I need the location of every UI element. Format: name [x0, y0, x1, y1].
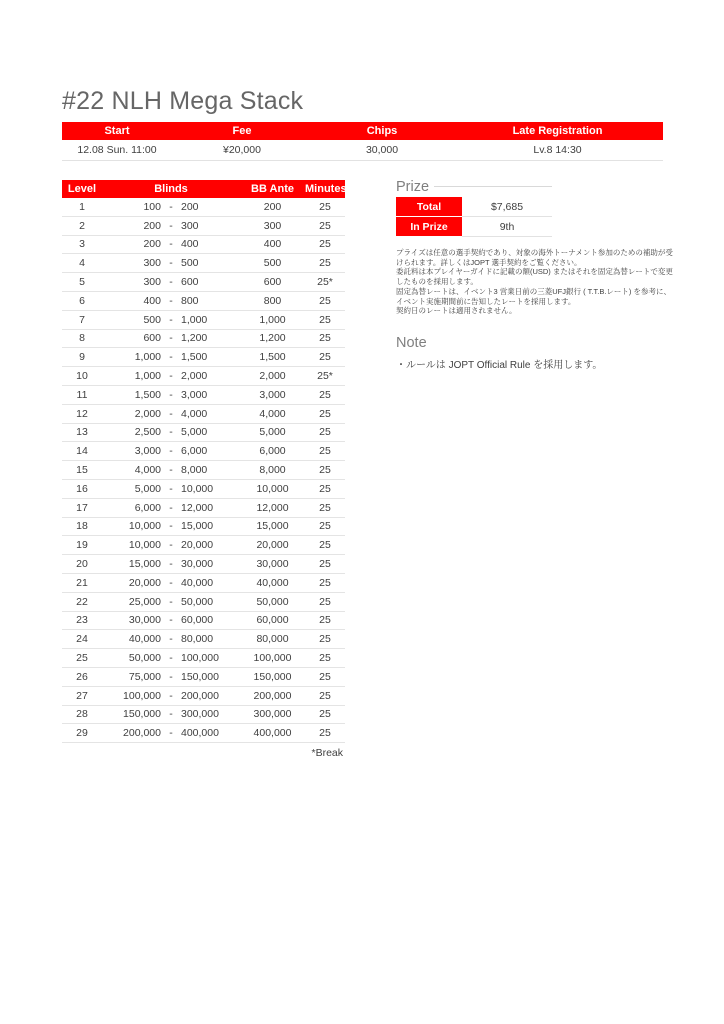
- info-table-value-row: [62, 140, 663, 161]
- blinds-cell: [102, 295, 240, 307]
- table-row: [62, 198, 345, 217]
- big-blind-value: 50,000: [181, 595, 214, 608]
- prize-table: [396, 197, 552, 237]
- info-value-chips: 30,000: [365, 144, 399, 156]
- bb-ante-cell: 12,000: [256, 501, 289, 514]
- tournament-info-table: [62, 122, 663, 161]
- blinds-dash: -: [169, 351, 173, 364]
- blinds-dash: -: [169, 407, 173, 420]
- level-cell: 28: [76, 708, 88, 721]
- blinds-dash: -: [169, 332, 173, 345]
- big-blind-value: 100,000: [181, 652, 219, 665]
- blinds-dash: -: [169, 313, 173, 326]
- prize-heading-rule: [434, 186, 552, 187]
- blinds-cell: [102, 464, 240, 476]
- bb-ante-cell: 150,000: [253, 670, 292, 683]
- small-blind-value: 75,000: [128, 670, 161, 683]
- level-cell: 11: [76, 388, 88, 401]
- blinds-cell: [102, 652, 240, 664]
- minutes-cell: 25: [319, 727, 331, 740]
- small-blind-value: 25,000: [128, 595, 161, 608]
- table-row: [62, 706, 345, 725]
- blinds-dash: -: [169, 689, 173, 702]
- level-cell: 27: [76, 689, 88, 702]
- table-row: [62, 254, 345, 273]
- small-blind-value: 300: [143, 276, 161, 289]
- level-cell: 5: [79, 276, 85, 289]
- blinds-dash: -: [169, 464, 173, 477]
- bb-ante-cell: 3,000: [259, 388, 286, 401]
- table-row: [62, 480, 345, 499]
- blinds-cell: [102, 614, 240, 626]
- blinds-dash: -: [169, 426, 173, 439]
- minutes-cell: 25: [319, 501, 331, 514]
- table-row: [62, 330, 345, 349]
- level-cell: 3: [79, 238, 85, 251]
- level-cell: 26: [76, 670, 88, 683]
- level-cell: 22: [76, 595, 88, 608]
- small-blind-value: 30,000: [128, 614, 161, 627]
- big-blind-value: 60,000: [181, 614, 214, 627]
- minutes-cell: 25: [319, 558, 331, 571]
- break-footnote: *Break: [311, 747, 343, 760]
- table-row: [62, 424, 345, 443]
- minutes-cell: 25: [319, 520, 331, 533]
- blinds-dash: -: [169, 614, 173, 627]
- prize-in-prize-label: In Prize: [396, 217, 462, 237]
- table-row: [62, 630, 345, 649]
- bb-ante-cell: 8,000: [259, 464, 286, 477]
- blinds-cell: [102, 257, 240, 269]
- info-header-start: Start: [104, 125, 130, 137]
- structure-header-minutes: Minutes: [305, 183, 347, 195]
- big-blind-value: 15,000: [181, 520, 214, 533]
- blinds-cell: [102, 408, 240, 420]
- level-cell: 20: [76, 558, 88, 571]
- table-row: [62, 348, 345, 367]
- big-blind-value: 80,000: [181, 633, 214, 646]
- small-blind-value: 20,000: [128, 576, 161, 589]
- bb-ante-cell: 300,000: [253, 708, 292, 721]
- big-blind-value: 500: [181, 257, 199, 270]
- minutes-cell: 25: [319, 445, 331, 458]
- table-row: [62, 367, 345, 386]
- minutes-cell: 25: [319, 633, 331, 646]
- table-row: [62, 536, 345, 555]
- level-cell: 6: [79, 294, 85, 307]
- jp-note-paragraph: 契約日のレートは適用されません。: [396, 306, 517, 316]
- info-header-fee: Fee: [232, 125, 252, 137]
- table-row: [62, 292, 345, 311]
- small-blind-value: 200,000: [123, 727, 161, 740]
- blinds-cell: [102, 727, 240, 739]
- blinds-cell: [102, 351, 240, 363]
- structure-header-level: Level: [67, 183, 97, 195]
- bb-ante-cell: 6,000: [259, 445, 286, 458]
- bb-ante-cell: 300: [263, 219, 282, 232]
- info-value-late-registration: Lv.8 14:30: [533, 144, 582, 156]
- minutes-cell: 25: [319, 219, 331, 232]
- big-blind-value: 1,200: [181, 332, 208, 345]
- blinds-dash: -: [169, 595, 173, 608]
- small-blind-value: 3,000: [134, 445, 161, 458]
- table-row: [62, 442, 345, 461]
- bb-ante-cell: 50,000: [256, 595, 289, 608]
- level-cell: 21: [76, 576, 88, 589]
- level-cell: 16: [76, 482, 88, 495]
- blinds-cell: [102, 483, 240, 495]
- blinds-cell: [102, 577, 240, 589]
- blinds-dash: -: [169, 294, 173, 307]
- table-row: [62, 649, 345, 668]
- small-blind-value: 1,500: [134, 388, 161, 401]
- big-blind-value: 40,000: [181, 576, 214, 589]
- small-blind-value: 5,000: [134, 482, 161, 495]
- big-blind-value: 3,000: [181, 388, 208, 401]
- blinds-cell: [102, 332, 240, 344]
- minutes-cell: 25: [319, 426, 331, 439]
- minutes-cell: 25: [319, 407, 331, 420]
- minutes-cell: 25: [319, 294, 331, 307]
- small-blind-value: 400: [143, 294, 161, 307]
- level-cell: 18: [76, 520, 88, 533]
- page-title: #22 NLH Mega Stack: [62, 87, 304, 115]
- minutes-cell: 25: [319, 200, 331, 213]
- table-row: [62, 555, 345, 574]
- blinds-cell: [102, 238, 240, 250]
- info-table-header-row: [62, 122, 663, 140]
- blinds-dash: -: [169, 501, 173, 514]
- table-row: [62, 405, 345, 424]
- level-cell: 17: [76, 501, 88, 514]
- level-cell: 29: [76, 727, 88, 740]
- minutes-cell: 25: [319, 464, 331, 477]
- big-blind-value: 300: [181, 219, 199, 232]
- blinds-cell: [102, 558, 240, 570]
- bb-ante-cell: 600: [263, 276, 282, 289]
- big-blind-value: 800: [181, 294, 199, 307]
- small-blind-value: 600: [143, 332, 161, 345]
- level-cell: 2: [79, 219, 85, 232]
- big-blind-value: 400: [181, 238, 199, 251]
- blinds-dash: -: [169, 445, 173, 458]
- blinds-dash: -: [169, 633, 173, 646]
- jp-note-paragraph: プライズは任意の選手契約であり、対象の海外トーナメント参加のための補助が受けられます。詳しくはJOPT 選手契約をご覧ください。: [396, 248, 673, 267]
- blinds-cell: [102, 389, 240, 401]
- table-row: [62, 612, 345, 631]
- prize-heading-row: [396, 179, 552, 195]
- bb-ante-cell: 30,000: [256, 558, 289, 571]
- big-blind-value: 300,000: [181, 708, 219, 721]
- blinds-cell: [102, 276, 240, 288]
- level-cell: 1: [79, 200, 85, 213]
- bb-ante-cell: 5,000: [259, 426, 286, 439]
- level-cell: 8: [79, 332, 85, 345]
- bb-ante-cell: 1,500: [259, 351, 286, 364]
- small-blind-value: 40,000: [128, 633, 161, 646]
- prize-heading: Prize: [396, 179, 430, 195]
- blinds-cell: [102, 708, 240, 720]
- big-blind-value: 5,000: [181, 426, 208, 439]
- small-blind-value: 2,500: [134, 426, 161, 439]
- level-cell: 23: [76, 614, 88, 627]
- blinds-cell: [102, 220, 240, 232]
- minutes-cell: 25: [319, 576, 331, 589]
- level-cell: 13: [76, 426, 88, 439]
- jp-note-paragraph: 固定為替レートは、イベント3 営業日前の三菱UFJ銀行 ( T.T.B.レート) を参考に、イベント実施期間前に告知したレートを採用します。: [396, 286, 672, 306]
- table-row: [62, 724, 345, 743]
- blinds-dash: -: [169, 727, 173, 740]
- small-blind-value: 50,000: [128, 652, 161, 665]
- bb-ante-cell: 80,000: [256, 633, 289, 646]
- minutes-cell: 25: [319, 238, 331, 251]
- bb-ante-cell: 20,000: [256, 539, 289, 552]
- minutes-cell: 25: [319, 670, 331, 683]
- blinds-cell: [102, 370, 240, 382]
- level-cell: 25: [76, 652, 88, 665]
- minutes-cell: 25: [319, 351, 331, 364]
- info-value-fee: ¥20,000: [223, 144, 261, 156]
- bb-ante-cell: 800: [263, 294, 282, 307]
- blinds-dash: -: [169, 558, 173, 571]
- level-cell: 19: [76, 539, 88, 552]
- minutes-cell: 25: [319, 257, 331, 270]
- blinds-dash: -: [169, 257, 173, 270]
- table-row: [62, 386, 345, 405]
- prize-row-in-prize: [396, 217, 552, 237]
- info-header-late-registration: Late Registration: [512, 125, 603, 137]
- structure-table-body: [62, 198, 345, 743]
- blinds-cell: [102, 671, 240, 683]
- table-row: [62, 518, 345, 537]
- minutes-cell: 25: [319, 708, 331, 721]
- big-blind-value: 600: [181, 276, 199, 289]
- level-cell: 7: [79, 313, 85, 326]
- blinds-dash: -: [169, 539, 173, 552]
- small-blind-value: 500: [143, 313, 161, 326]
- info-header-chips: Chips: [366, 125, 398, 137]
- blinds-dash: -: [169, 200, 173, 213]
- big-blind-value: 1,500: [181, 351, 208, 364]
- bb-ante-cell: 4,000: [259, 407, 286, 420]
- blinds-dash: -: [169, 388, 173, 401]
- big-blind-value: 20,000: [181, 539, 214, 552]
- minutes-cell: 25: [319, 614, 331, 627]
- minutes-cell: 25*: [317, 276, 333, 289]
- jp-note-paragraph: 委託料は本プレイヤーガイドに記載の額(USD) またはそれを固定為替レートで変更したものを採用します。: [396, 267, 673, 287]
- small-blind-value: 100: [143, 200, 161, 213]
- bb-ante-cell: 10,000: [256, 482, 289, 495]
- bb-ante-cell: 15,000: [256, 520, 289, 533]
- bb-ante-cell: 400: [263, 238, 282, 251]
- big-blind-value: 1,000: [181, 313, 208, 326]
- small-blind-value: 300: [143, 257, 161, 270]
- small-blind-value: 2,000: [134, 407, 161, 420]
- big-blind-value: 6,000: [181, 445, 208, 458]
- small-blind-value: 15,000: [128, 558, 161, 571]
- small-blind-value: 4,000: [134, 464, 161, 477]
- blinds-dash: -: [169, 276, 173, 289]
- bb-ante-cell: 1,000: [259, 313, 286, 326]
- bb-ante-cell: 200,000: [253, 689, 292, 702]
- blind-structure-table: [62, 180, 345, 759]
- blinds-cell: [102, 426, 240, 438]
- big-blind-value: 4,000: [181, 407, 208, 420]
- table-row: [62, 273, 345, 292]
- bb-ante-cell: 100,000: [253, 652, 292, 665]
- blinds-dash: -: [169, 482, 173, 495]
- minutes-cell: 25: [319, 652, 331, 665]
- prize-row-total: [396, 197, 552, 217]
- blinds-cell: [102, 690, 240, 702]
- blinds-dash: -: [169, 370, 173, 383]
- right-panel: [396, 179, 673, 371]
- blinds-cell: [102, 445, 240, 457]
- prize-total-value: $7,685: [462, 197, 552, 217]
- bb-ante-cell: 400,000: [253, 727, 292, 740]
- big-blind-value: 8,000: [181, 464, 208, 477]
- level-cell: 15: [76, 464, 88, 477]
- note-text: ・ルールは JOPT Official Rule を採用します。: [396, 359, 603, 371]
- blinds-cell: [102, 520, 240, 532]
- level-cell: 14: [76, 445, 88, 458]
- bb-ante-cell: 2,000: [259, 370, 286, 383]
- level-cell: 12: [76, 407, 88, 420]
- table-row: [62, 687, 345, 706]
- level-cell: 24: [76, 633, 88, 646]
- big-blind-value: 2,000: [181, 370, 208, 383]
- minutes-cell: 25: [319, 595, 331, 608]
- minutes-cell: 25*: [317, 370, 333, 383]
- big-blind-value: 200: [181, 200, 199, 213]
- minutes-cell: 25: [319, 539, 331, 552]
- small-blind-value: 6,000: [134, 501, 161, 514]
- prize-in-prize-value: 9th: [462, 217, 552, 237]
- table-row: [62, 668, 345, 687]
- blinds-cell: [102, 633, 240, 645]
- small-blind-value: 200: [143, 219, 161, 232]
- big-blind-value: 400,000: [181, 727, 219, 740]
- table-row: [62, 574, 345, 593]
- table-row: [62, 461, 345, 480]
- big-blind-value: 30,000: [181, 558, 214, 571]
- small-blind-value: 150,000: [123, 708, 161, 721]
- minutes-cell: 25: [319, 388, 331, 401]
- blinds-dash: -: [169, 576, 173, 589]
- note-heading: Note: [396, 334, 427, 351]
- small-blind-value: 1,000: [134, 351, 161, 364]
- big-blind-value: 200,000: [181, 689, 219, 702]
- bb-ante-cell: 60,000: [256, 614, 289, 627]
- blinds-cell: [102, 314, 240, 326]
- table-row: [62, 593, 345, 612]
- bb-ante-cell: 1,200: [259, 332, 286, 345]
- bb-ante-cell: 500: [263, 257, 282, 270]
- minutes-cell: 25: [319, 482, 331, 495]
- small-blind-value: 10,000: [128, 520, 161, 533]
- structure-header-blinds: Blinds: [154, 183, 188, 195]
- small-blind-value: 10,000: [128, 539, 161, 552]
- blinds-dash: -: [169, 652, 173, 665]
- bb-ante-cell: 200: [263, 200, 282, 213]
- minutes-cell: 25: [319, 313, 331, 326]
- blinds-dash: -: [169, 670, 173, 683]
- big-blind-value: 150,000: [181, 670, 219, 683]
- big-blind-value: 12,000: [181, 501, 214, 514]
- structure-header-row: [62, 180, 345, 198]
- big-blind-value: 10,000: [181, 482, 214, 495]
- bb-ante-cell: 40,000: [256, 576, 289, 589]
- blinds-dash: -: [169, 219, 173, 232]
- small-blind-value: 100,000: [123, 689, 161, 702]
- blinds-cell: [102, 539, 240, 551]
- japanese-notes: [396, 248, 673, 316]
- blinds-cell: [102, 201, 240, 213]
- blinds-cell: [102, 502, 240, 514]
- small-blind-value: 200: [143, 238, 161, 251]
- minutes-cell: 25: [319, 689, 331, 702]
- table-row: [62, 311, 345, 330]
- small-blind-value: 1,000: [134, 370, 161, 383]
- level-cell: 4: [79, 257, 85, 270]
- table-row: [62, 217, 345, 236]
- table-row: [62, 499, 345, 518]
- info-value-start: 12.08 Sun. 11:00: [77, 144, 157, 156]
- prize-total-label: Total: [396, 197, 462, 217]
- blinds-cell: [102, 596, 240, 608]
- structure-header-bb-ante: BB Ante: [251, 183, 294, 195]
- table-row: [62, 236, 345, 255]
- blinds-dash: -: [169, 708, 173, 721]
- blinds-dash: -: [169, 520, 173, 533]
- blinds-dash: -: [169, 238, 173, 251]
- level-cell: 10: [76, 370, 88, 383]
- level-cell: 9: [79, 351, 85, 364]
- minutes-cell: 25: [319, 332, 331, 345]
